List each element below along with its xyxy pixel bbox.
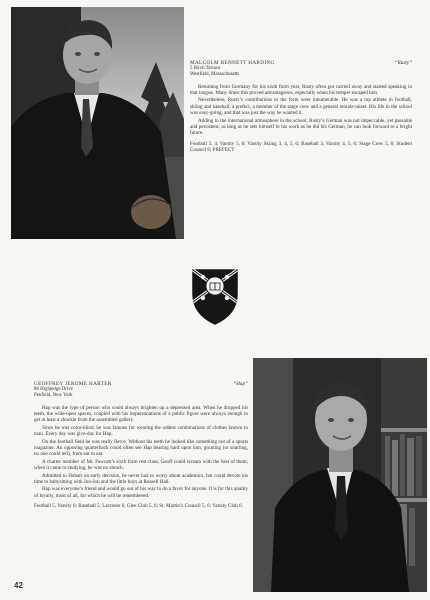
bio-paragraph: Nevertheless, Rusty’s contributions to the form were innumerable. He was a top athlete in football, skiing and baseball, a prefect, a member of the stage crew and a general morale-raiser. His life in the school was easy-going, and that was just the way he wanted it. (190, 97, 412, 117)
address-line: 5 Birch Terrace (190, 66, 221, 72)
bio-paragraph: Admitted to Hobart on early decision, he never had to worry about academics, but could devote his time to babysitting with Jon-Jon and the little boys at Russell Hall. (34, 472, 248, 486)
bio-paragraph: Adding to the international atmosphere in the school, Rusty’s German was not impeccable, yet passable and persistent; as long as he sets himself to his work as he did his German, he can look forward to a bright future. (190, 117, 412, 137)
page-number: 42 (14, 581, 23, 590)
student-name: MALCOLM BENNETT HARDING (190, 60, 275, 66)
portrait-photo-bottom (253, 358, 427, 592)
student-name: GEOFFREY JEROME HARTER (34, 381, 112, 387)
address-block (34, 387, 248, 398)
address-line: Westfield, Massachusetts (190, 72, 240, 77)
activities-list: Football 5, Varsity 6; Baseball 5; Lacrosse 6; Glee Club 5, 6; St. Martin’s Council 5, 6; Varsity Club 6. (34, 503, 243, 510)
activities-list: Football 3, 4, Varsity 5, 6; Varsity Skiing 3, 4, 5, 6; Baseball 3, Varsity 4, 5, 6; Stage Crew 5, 6; Student Council 6; PREFECT (190, 140, 412, 154)
bio-paragraph: Returning from Germany for his sixth form year, Rusty often got carried away and started speaking in that tongue. Many times this proved advantageous, especially when his temper escaped him. (190, 83, 412, 96)
bio-paragraph: Hap was the type of person who could always brighten up a depressed area. When he dropped his teeth, the wide-open spaces, coupled with his impersonations of a public figure were always enough to get at least a chuckle from the assembled gallery. (34, 404, 248, 424)
school-crest-shield-icon (191, 268, 239, 326)
senior-entry-harding (190, 60, 412, 154)
portrait-photo-top (11, 7, 184, 239)
address-line: Penfield, New York (34, 393, 73, 398)
bio-paragraph: On the football field he was really fierce. Without his teeth he looked like something out of a sports magazine. An opposing quarterback could often see Hap bearing hard upon him, grunting (or snarling, no one could tell), from ear to ear. (34, 438, 248, 458)
bio-paragraph: Hap was everyone’s friend and would go out of his way to do a favor for anyone. It is for this quality of loyalty, most of all, for which he will be remembered. (34, 486, 248, 499)
bio-paragraph: Since he was color-blind, he was famous for wearing the oddest combinations of clothes known to man. Every day was give-day for Hap. (34, 424, 248, 438)
student-nickname: “Rusty” (394, 60, 412, 66)
student-nickname: “Hap” (233, 381, 248, 387)
address-line: 86 Highledge Drive (34, 387, 73, 393)
bio-paragraph: A charter member of Mr. Fawcett’s sixth form rest class, Geoff could scream with the best of them; when it came to studying, he was no slouch. (34, 458, 248, 472)
senior-entry-harter (34, 381, 248, 510)
address-block (190, 66, 412, 77)
